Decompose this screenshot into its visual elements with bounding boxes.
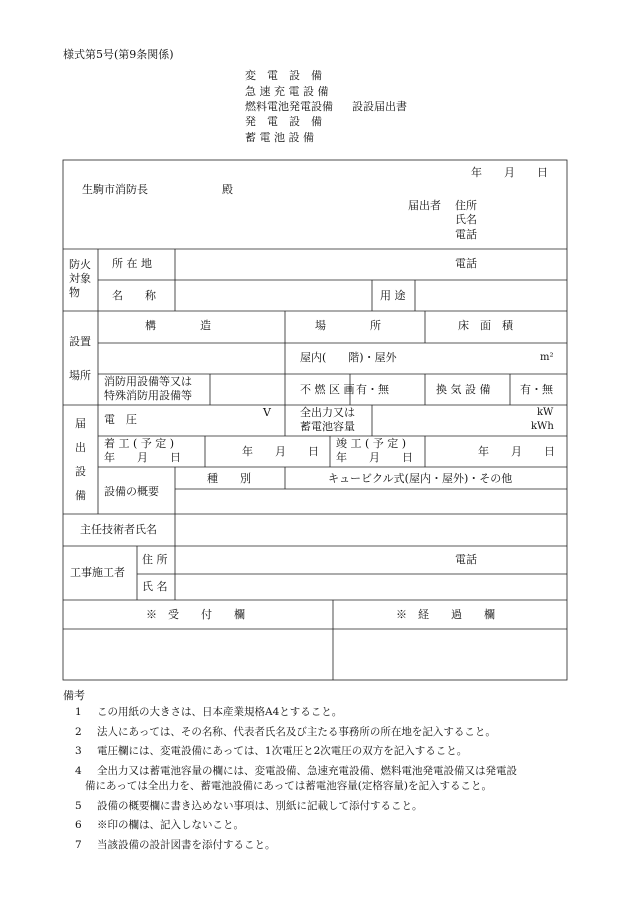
form-number: 様式第5号(第9条関係) [63, 48, 174, 61]
target-phone-label: 電話 [455, 257, 477, 270]
recipient-honorific: 殿 [222, 183, 233, 196]
filer-label: 届出者 [408, 199, 441, 212]
form-title-3: 燃料電池発電設備 [245, 100, 333, 113]
remark-text: 設備の概要欄に書き込めない事項は、別紙に記載して添付すること。 [97, 800, 423, 812]
remark-text: 法人にあっては、その名称、代表者氏名及び主たる事務所の所在地を記入すること。 [97, 726, 496, 738]
equip-start-date[interactable]: 年 月 日 [242, 445, 319, 458]
install-place-label: 場 所 [315, 319, 381, 332]
install-fire-equip-2: 特殊消防用設備等 [104, 389, 192, 402]
filer-phone-label: 電話 [455, 228, 477, 241]
form-title-5: 蓄 電 池 設 備 [245, 131, 314, 144]
remark-num: 4 [75, 765, 82, 777]
remark-item [75, 705, 342, 719]
equip-complete-date[interactable]: 年 月 日 [478, 445, 555, 458]
install-vent-yesno[interactable]: 有・無 [520, 383, 553, 396]
remark-text: 備にあっては全出力を、蓄電池設備にあっては蓄電池容量(定格容量)を記入すること。 [85, 780, 492, 792]
form-title-4: 発 電 設 備 [245, 115, 322, 128]
progress-column-label: ※ 経 過 欄 [396, 608, 495, 621]
remark-num: 6 [75, 819, 82, 831]
equip-overview-label: 設備の概要 [104, 485, 159, 498]
remark-num: 2 [75, 726, 82, 738]
recipient-name: 生駒市消防長 [82, 183, 148, 196]
contractor-label: 工事施工者 [70, 566, 125, 579]
install-section-label-1: 設置 [69, 335, 91, 348]
install-noncomb-yesno[interactable]: 有・無 [356, 383, 389, 396]
remark-text: この用紙の大きさは、日本産業規格A4とすること。 [97, 706, 343, 718]
install-indoor-outdoor: 屋内( 階)・屋外 [300, 351, 397, 364]
remark-item [75, 764, 517, 778]
remark-num: 5 [75, 800, 82, 812]
install-structure-label: 構 造 [145, 319, 211, 332]
submission-date: 年 月 日 [471, 166, 548, 179]
equip-type-label: 種 別 [207, 472, 251, 485]
contractor-phone-label: 電話 [455, 553, 477, 566]
remark-item [75, 818, 244, 832]
equip-section-label-2: 出 [75, 441, 86, 454]
equip-section-label-4: 備 [75, 489, 86, 502]
equip-start-label-1: 着 工 ( 予 定 ) [104, 437, 175, 450]
install-fire-equip-1: 消防用設備等又は [104, 375, 192, 388]
target-name-label: 名 称 [112, 289, 156, 302]
equip-voltage-label: 電 圧 [104, 413, 137, 426]
remark-num: 7 [75, 839, 82, 851]
filer-name-label: 氏名 [455, 213, 477, 226]
form-title-1: 変 電 設 備 [245, 69, 322, 82]
remark-text: ※印の欄は、記入しないこと。 [97, 819, 244, 831]
equip-start-label-2: 年 月 日 [104, 451, 181, 464]
remark-item [75, 799, 423, 813]
install-sqm-unit: m² [540, 352, 554, 363]
filer-address-label: 住所 [455, 199, 477, 212]
install-section-label-2: 場所 [69, 369, 91, 382]
remark-num: 3 [75, 745, 82, 757]
equip-complete-label-1: 竣 工 ( 予 定 ) [336, 437, 407, 450]
remark-item-continued [85, 779, 492, 793]
equip-kwh-unit: kWh [531, 421, 554, 432]
remark-text: 当該設備の設計図書を添付すること。 [97, 839, 276, 851]
install-vent-label: 換 気 設 備 [436, 383, 491, 396]
engineer-label: 主任技術者氏名 [80, 523, 157, 536]
remark-item [75, 725, 496, 739]
target-use-label: 用 途 [380, 289, 406, 302]
equip-cubicle-option[interactable]: キュービクル式(屋内・屋外)・その他 [328, 472, 513, 485]
equip-kw-unit: kW [537, 407, 554, 418]
equip-output-label-2: 蓄電池容量 [300, 420, 355, 433]
equip-voltage-unit: V [263, 406, 271, 419]
equip-output-label-1: 全出力又は [300, 406, 355, 419]
remarks-title: 備考 [63, 689, 85, 702]
equip-section-label-3: 設 [75, 465, 86, 478]
form-title-2: 急 速 充 電 設 備 [245, 85, 329, 98]
form-title-suffix: 設設届出書 [352, 100, 407, 113]
remark-num: 1 [75, 706, 82, 718]
contractor-name-label: 氏 名 [142, 580, 168, 593]
remark-item [75, 838, 276, 852]
remark-text: 全出力又は蓄電池容量の欄には、変電設備、急速充電設備、燃料電池発電設備又は発電設 [97, 765, 517, 777]
equip-complete-label-2: 年 月 日 [336, 451, 413, 464]
target-section-label: 防火対象物 [69, 258, 91, 299]
contractor-address-label: 住 所 [142, 553, 168, 566]
equip-section-label-1: 届 [75, 417, 86, 430]
target-location-label: 所 在 地 [112, 257, 152, 270]
reception-column-label: ※ 受 付 欄 [146, 608, 245, 621]
install-floor-label: 床 面 積 [458, 319, 513, 332]
remark-text: 電圧欄には、変電設備にあっては、1次電圧と2次電圧の双方を記入すること。 [97, 745, 468, 757]
install-noncomb-label: 不 燃 区 画 [300, 383, 355, 396]
remark-item [75, 744, 467, 758]
